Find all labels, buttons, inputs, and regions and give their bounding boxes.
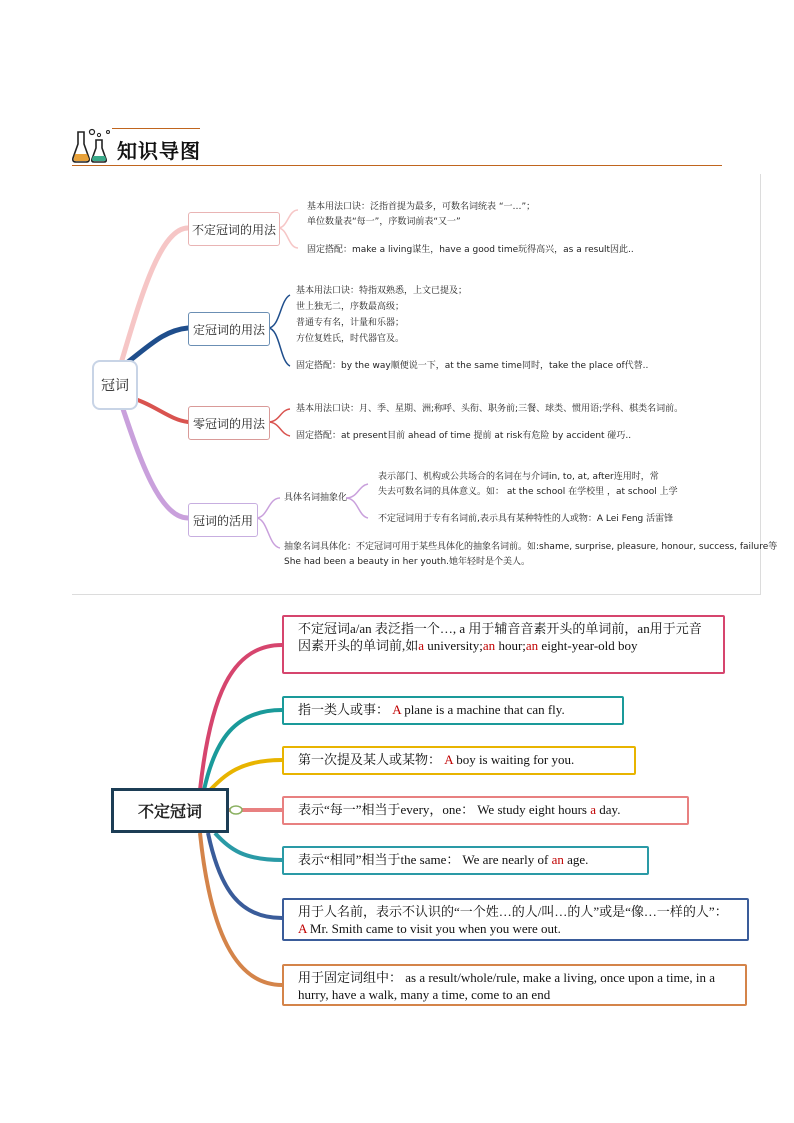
highlighted-article: a — [590, 802, 597, 817]
highlighted-article: an — [525, 638, 539, 653]
note-line: 抽象名词具体化：不定冠词可用于某些具体化的抽象名词前。如:shame, surprise, pleasure, honour, success, failure等 — [284, 542, 778, 552]
note-line: 世上独无二，序数最高级； — [296, 302, 405, 312]
usage-text: 用于人名前，表示不认识的“一个姓…的人/叫…的人”或是“像…一样的人”： — [298, 904, 728, 919]
usage-text: university; — [424, 638, 483, 653]
usage-text: 不定冠词a/an 表泛指一个…, a 用于辅音音素开头的单词前，an用于元音因素开头的单词前,如 — [298, 621, 702, 653]
note-line: 失去可数名词的具体意义。如： at the school 在学校里 ，at school 上学 — [378, 487, 678, 497]
usage-text: eight-year-old boy — [538, 638, 638, 653]
branch-definite-article: 定冠词的用法 — [188, 312, 270, 346]
note-line: She had been a beauty in her youth.她年轻时是个美人。 — [284, 557, 531, 567]
usage-text: boy is waiting for you. — [452, 752, 575, 767]
highlighted-article: A — [298, 921, 307, 936]
section-title: 知识导图 — [117, 139, 201, 163]
note-line: 固定搭配：at present目前 ahead of time 提前 at risk有危险 by accident 碰巧.. — [296, 431, 632, 441]
usage-box — [282, 964, 747, 1006]
note-line: 固定搭配：make a living谋生，have a good time玩得高兴，as a result因此.. — [307, 245, 634, 255]
root-node-indefinite-article: 不定冠词 — [111, 788, 229, 833]
note-line: 不定冠词用于专有名词前,表示具有某种特性的人或物：A Lei Feng 活雷锋 — [378, 514, 674, 524]
note-line: 基本用法口诀：特指双熟悉，上文已提及； — [296, 286, 468, 296]
usage-text: plane is a machine that can fly. — [400, 702, 565, 717]
usage-box — [282, 898, 749, 941]
branch-indefinite-article: 不定冠词的用法 — [188, 212, 280, 246]
note-line: 固定搭配：by the way顺便说一下，at the same time同时，take the place of代替.. — [296, 361, 649, 371]
usage-text: Mr. Smith came to visit you when you were out. — [306, 921, 561, 936]
usage-text: 第一次提及某人或某物： — [298, 752, 445, 767]
usage-box — [282, 796, 689, 825]
highlighted-article: a — [418, 638, 425, 653]
usage-text: hour; — [495, 638, 526, 653]
usage-text: age. — [563, 852, 589, 867]
usage-box — [282, 846, 649, 875]
branch-zero-article: 零冠词的用法 — [188, 406, 270, 440]
branch-flexible-use: 冠词的活用 — [188, 503, 258, 537]
root-node-articles: 冠词 — [92, 360, 138, 410]
usage-text: day. — [596, 802, 621, 817]
highlighted-article: A — [444, 752, 453, 767]
usage-text: 表示“相同”相当于the same： We are nearly of — [298, 852, 552, 867]
note-line: 普通专有名，计量和乐器； — [296, 318, 405, 328]
usage-box — [282, 696, 624, 725]
note-line: 表示部门、机构或公共场合的名词在与介词in, to, at, after连用时，常 — [378, 472, 659, 482]
usage-text: 表示“每一”相当于every，one： We study eight hours — [298, 802, 591, 817]
usage-box — [282, 615, 725, 674]
highlighted-article: A — [392, 702, 401, 717]
note-line: 单位数量表“每一”，序数词前表“又一” — [307, 217, 461, 227]
note-line: 基本用法口诀：泛指首提为最多，可数名词统表 “一…”； — [307, 202, 536, 212]
note-line: 方位复姓氏，时代器官及。 — [296, 334, 405, 344]
usage-text: 指一类人或事： — [298, 702, 393, 717]
highlighted-article: an — [551, 852, 564, 867]
usage-text: 用于固定词组中： as a result/whole/rule, make a living, once upon a time, in a hurry, have a walk, many a time, come to an end — [298, 970, 715, 1002]
usage-box — [282, 746, 636, 775]
sub-branch-label: 具体名词抽象化 — [284, 493, 348, 503]
highlighted-article: an — [482, 638, 496, 653]
note-line: 基本用法口诀：月、季、星期、洲;称呼、头衔、职务前;三餐、球类、惯用语;学科、棋类名词前。 — [296, 404, 684, 414]
